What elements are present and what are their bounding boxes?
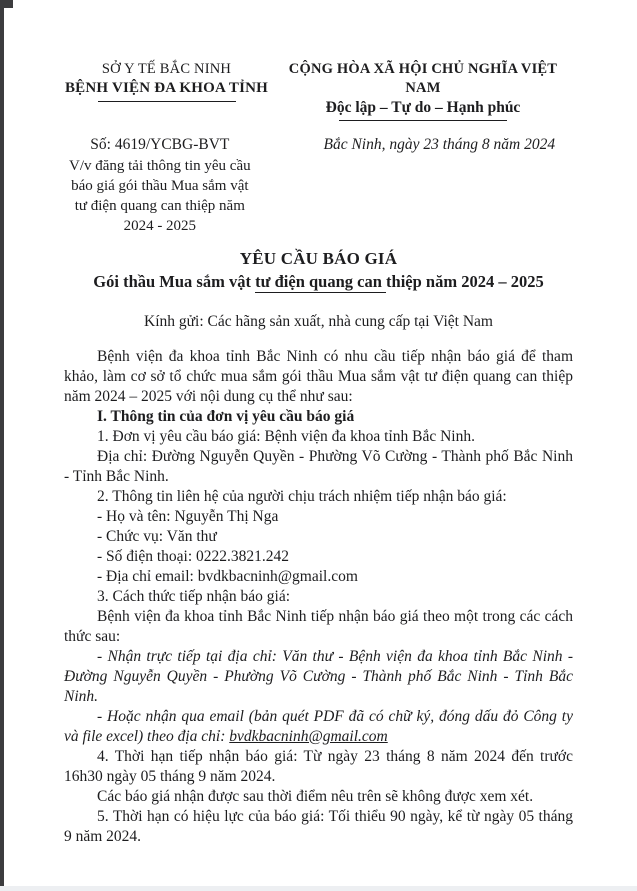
item-1-requesting-unit: 1. Đơn vị yêu cầu báo giá: Bệnh viện đa khoa tỉnh Bắc Ninh. [97, 428, 475, 445]
place-date-block [256, 135, 573, 155]
reference-block [64, 135, 256, 236]
place-date: Bắc Ninh, ngày 23 tháng 8 năm 2024 [323, 136, 556, 153]
document-content [64, 60, 573, 847]
method-direct: - Nhận trực tiếp tại địa chỉ: Văn thư - Bệnh viện đa khoa tỉnh Bắc Ninh - Đường Nguyễn Quyền - Phường Võ Cường - Thành phố Bắc Ninh - Tỉnh Bắc Ninh. [64, 648, 573, 705]
document-body [64, 347, 573, 847]
national-motto: Độc lập – Tự do – Hạnh phúc [325, 99, 521, 116]
method-email [64, 707, 573, 747]
address-line: Địa chỉ: Đường Nguyễn Quyền - Phường Võ Cường - Thành phố Bắc Ninh - Tỉnh Bắc Ninh. [64, 448, 573, 485]
late-quote-note: Các báo giá nhận được sau thời điểm nêu trên sẽ không được xem xét. [97, 788, 534, 805]
document-header [64, 60, 573, 121]
subtitle-post: thiệp năm 2024 – 2025 [386, 272, 544, 291]
motto-underline [339, 120, 507, 121]
scan-corner-mark [0, 0, 13, 8]
issuing-org-block [64, 60, 269, 102]
hospital-name: BỆNH VIỆN ĐA KHOA TỈNH [64, 80, 269, 96]
salutation: Kính gửi: Các hãng sản xuất, nhà cung cấp tại Việt Nam [144, 313, 493, 330]
document-subject [64, 156, 256, 236]
document-number: Số: 4619/YCBG-BVT [90, 136, 230, 153]
document-subtitle [64, 271, 573, 293]
subtitle-underlined: tư điện quang can [255, 272, 387, 291]
contact-email: - Địa chỉ email: bvdkbacninh@gmail.com [97, 568, 358, 585]
item-5-validity: 5. Thời hạn có hiệu lực của báo giá: Tối thiểu 90 ngày, kể từ ngày 05 tháng 9 năm 2024. [64, 808, 573, 845]
method-intro: Bệnh viện đa khoa tỉnh Bắc Ninh tiếp nhận báo giá theo một trong các cách thức sau: [64, 608, 573, 645]
contact-name: - Họ và tên: Nguyễn Thị Nga [97, 508, 279, 525]
subject-line-4: 2024 - 2025 [123, 218, 197, 234]
title-block [64, 248, 573, 293]
document-title: YÊU CẦU BÁO GIÁ [239, 249, 398, 268]
method-email-text: - Hoặc nhận qua email (bản quét PDF đã có chữ ký, đóng dấu đỏ Công ty và file excel) theo địa chỉ: [64, 708, 573, 745]
item-3-reception-method: 3. Cách thức tiếp nhận báo giá: [97, 588, 291, 605]
org-underline [98, 101, 236, 102]
scan-bottom-strip [0, 886, 637, 891]
national-header-block [273, 60, 573, 121]
subject-line-2: báo giá gói thầu Mua sắm vật [71, 178, 249, 194]
contact-phone: - Số điện thoại: 0222.3821.242 [97, 548, 290, 565]
subject-line-1: V/v đăng tải thông tin yêu cầu [68, 158, 251, 174]
paragraph-intro: Bệnh viện đa khoa tỉnh Bắc Ninh có nhu cầu tiếp nhận báo giá để tham khảo, làm cơ sở tổ chức mua sắm gói thầu Mua sắm vật tư điện quang can thiệp năm 2024 – 2025 với nội dung cụ thể như sau: [64, 348, 573, 405]
item-4-deadline: 4. Thời hạn tiếp nhận báo giá: Từ ngày 23 tháng 8 năm 2024 đến trước 16h30 ngày 05 tháng 9 năm 2024. [64, 748, 573, 785]
parent-org-name: SỞ Y TẾ BẮC NINH [101, 61, 232, 77]
subtitle-pre: Gói thầu Mua sắm vật [93, 272, 256, 291]
national-title: CỘNG HÒA XÃ HỘI CHỦ NGHĨA VIỆT NAM [288, 61, 558, 96]
scan-edge-strip [0, 0, 4, 886]
section-1-heading: I. Thông tin của đơn vị yêu cầu báo giá [97, 408, 355, 425]
subject-line-3: tư điện quang can thiệp năm [74, 198, 245, 214]
method-email-address: bvdkbacninh@gmail.com [229, 728, 388, 745]
reference-row [64, 135, 573, 236]
contact-position: - Chức vụ: Văn thư [97, 528, 217, 545]
item-2-contact-info: 2. Thông tin liên hệ của người chịu trách nhiệm tiếp nhận báo giá: [97, 488, 507, 505]
